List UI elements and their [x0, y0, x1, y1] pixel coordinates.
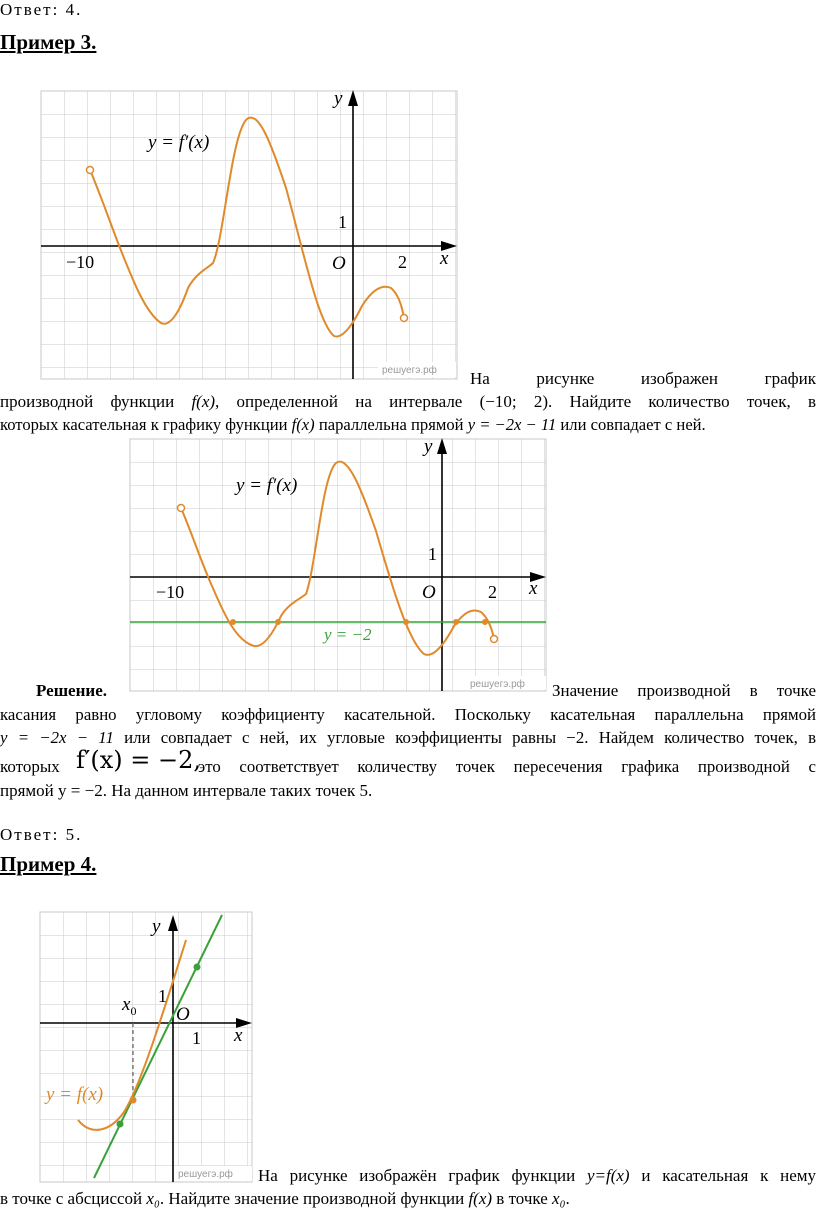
text: и касательная к нему [629, 1166, 816, 1185]
intersection-point [230, 619, 236, 625]
word: рисунке [536, 369, 595, 388]
solution-line-1: Значение производной в точке [552, 681, 816, 700]
tangent-point-upper [194, 964, 201, 971]
tick-1-y: 1 [158, 986, 167, 1006]
x-axis-label: x [234, 1025, 243, 1046]
word: график [764, 369, 816, 388]
graph-2-derivative-with-line [126, 436, 550, 694]
x0-ref: x₀ [146, 1189, 160, 1208]
tick-1-x: 1 [192, 1028, 201, 1048]
line-equation: y = −2x − 11 [467, 415, 557, 434]
text-line-1 [470, 369, 816, 389]
x-axis-label: x [529, 578, 538, 599]
function-ref: f(x) [291, 415, 315, 434]
text: , определенной на интервале (−10; 2). Найдите количество точек, в [215, 392, 816, 411]
y-axis-label: y [424, 436, 433, 457]
tick-2: 2 [488, 582, 497, 602]
text: которых касательная к графику функции [0, 415, 292, 434]
function-label: y = f′(x) [236, 475, 298, 496]
function-label: y = f(x) [46, 1084, 104, 1105]
y-axis-label: y [334, 88, 343, 109]
origin-label: O [176, 1004, 190, 1025]
open-endpoint-right [401, 315, 408, 322]
tick-1: 1 [428, 544, 437, 564]
origin-label: O [422, 582, 436, 603]
answer-4: Ответ: 4. [0, 0, 83, 19]
text: или совпадает с ней. [556, 415, 706, 434]
function-ref: y=f(x) [586, 1166, 630, 1185]
formula: f′(x) = −2, [76, 746, 201, 774]
origin-label: O [332, 253, 346, 274]
solution-line-4-start: которых [0, 757, 60, 776]
text: . Найдите значение производной функции [159, 1189, 469, 1208]
tick-1: 1 [338, 212, 347, 232]
solution-line-2: касания равно угловому коэффициенту касательной. Поскольку касательная параллельна прямой [0, 705, 816, 724]
line-equation: y = −2x − 11 [0, 728, 114, 747]
text: параллельна прямой [314, 415, 468, 434]
solution-line-3 [0, 728, 816, 748]
text: . [565, 1189, 570, 1208]
example-3-heading: Пример 3. [0, 30, 97, 54]
question-line-2 [0, 1189, 816, 1209]
text: На рисунке изображён график функции [258, 1166, 587, 1185]
tangent-point-lower [117, 1121, 124, 1128]
tick-minus-10: −10 [66, 252, 95, 272]
question-line-1 [258, 1166, 816, 1186]
tick-2: 2 [398, 252, 407, 272]
intersection-point [453, 619, 459, 625]
tangent-point [130, 1097, 137, 1104]
solution-line-5: прямой y = −2. На данном интервале таких точек 5. [0, 781, 373, 800]
solution-label: Решение. [36, 681, 107, 700]
text: производной функции [0, 392, 192, 411]
watermark: решуегэ.рф [178, 1169, 233, 1180]
tick-minus-10: −10 [156, 582, 185, 602]
solution-line-4-end: это соответствует количеству точек пересечения графика производной с [198, 757, 816, 776]
text-line-3 [0, 415, 816, 435]
function-ref: f(x) [468, 1189, 493, 1208]
line-label: y = −2 [324, 625, 372, 644]
y-axis-label: y [152, 916, 161, 937]
text: в точке [492, 1189, 553, 1208]
word: изображен [640, 369, 718, 388]
open-endpoint-left [178, 505, 185, 512]
x-axis-label: x [440, 248, 449, 269]
word: На [470, 369, 490, 388]
text: в точке с абсциссой [0, 1189, 147, 1208]
open-endpoint-left [87, 167, 94, 174]
x0-letter: x [122, 994, 131, 1015]
text: или совпадает с ней, их угловые коэффициенты равны −2. Найдем количество точек, в [113, 728, 816, 747]
watermark: решуегэ.рф [382, 365, 437, 376]
graph-3-function-tangent [36, 910, 256, 1184]
text-line-2 [0, 392, 816, 412]
answer-5: Ответ: 5. [0, 825, 83, 844]
watermark: решуегэ.рф [470, 679, 525, 690]
example-4-heading: Пример 4. [0, 852, 97, 876]
x0-ref: x₀ [552, 1189, 566, 1208]
x0-subscript: 0 [130, 1004, 137, 1018]
graph-1-derivative [36, 88, 460, 382]
function-ref: f(x) [191, 392, 216, 411]
intersection-point [275, 619, 281, 625]
intersection-point [482, 619, 488, 625]
open-endpoint-right [491, 636, 498, 643]
function-label: y = f′(x) [148, 132, 210, 153]
intersection-point [403, 619, 409, 625]
